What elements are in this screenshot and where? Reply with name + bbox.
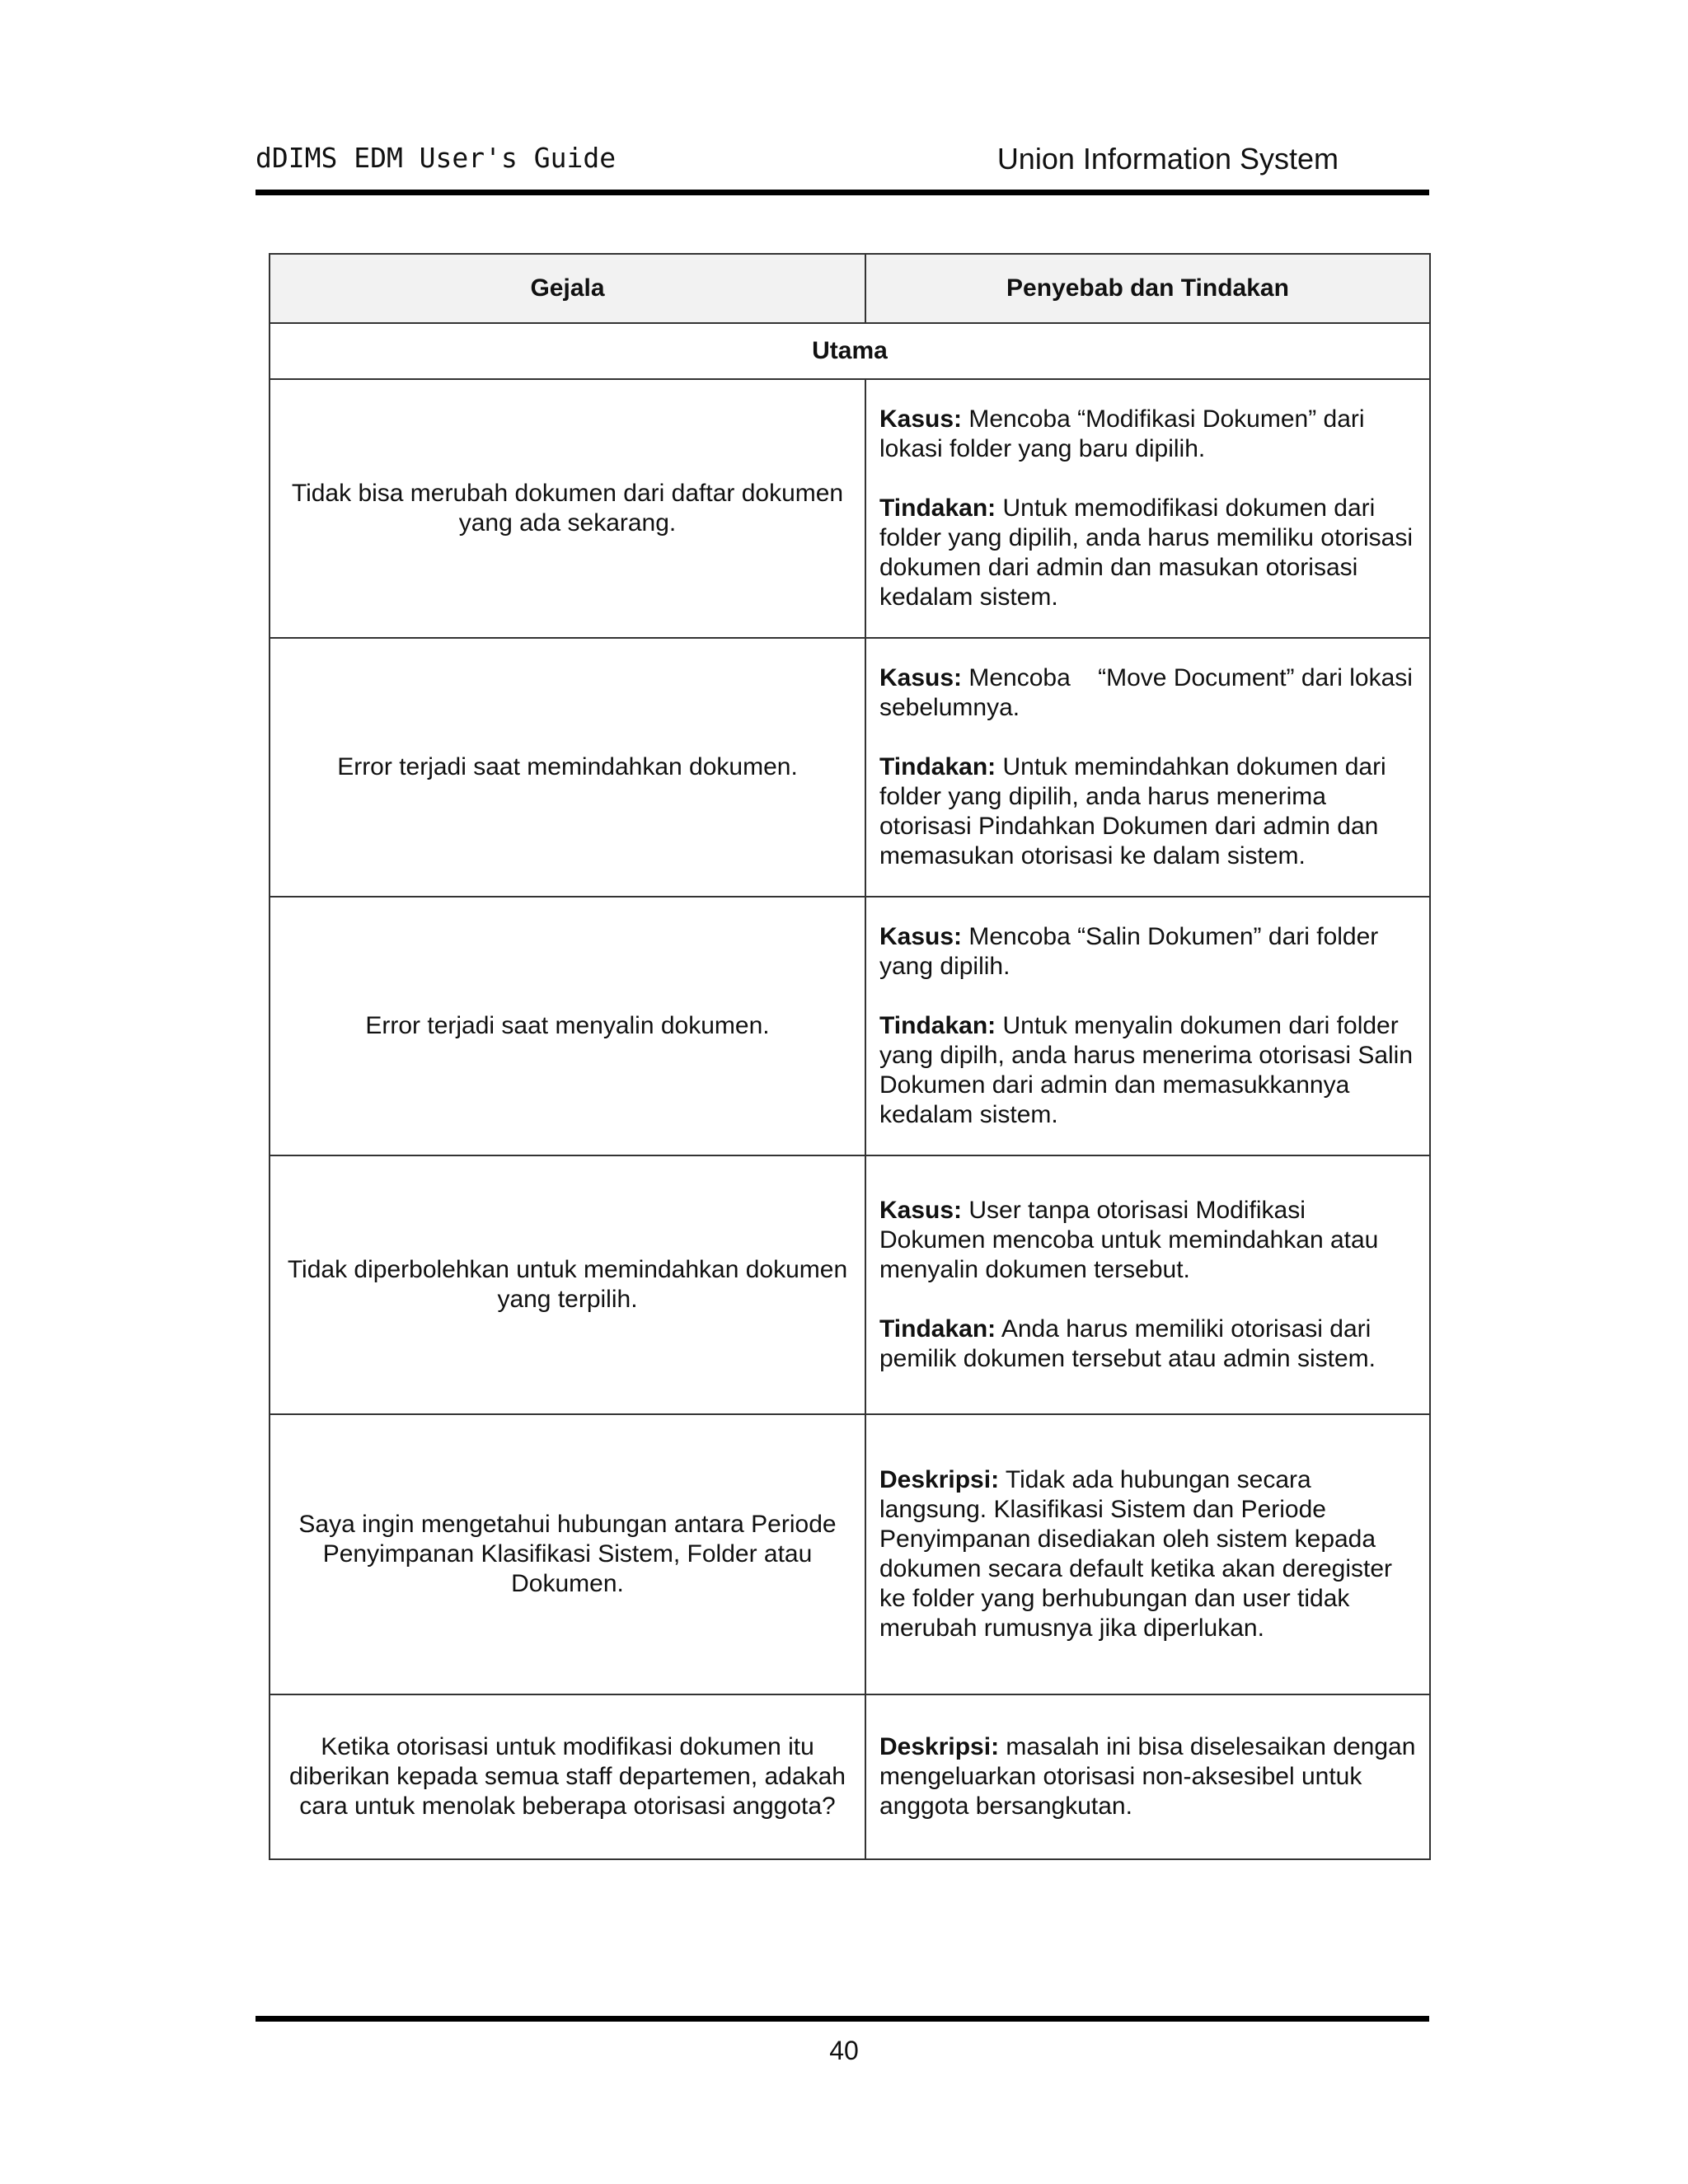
table-row [270, 897, 1430, 1155]
description-paragraph [879, 1732, 1418, 1821]
case-text: Mencoba “Modifikasi Dokumen” dari lokasi folder yang baru dipilih. [879, 405, 1365, 462]
action-text: Untuk memindahkan dokumen dari folder yang dipilih, anda harus menerima otorisasi Pindahkan Dokumen dari admin dan memasukan otorisasi ke dalam sistem. [879, 753, 1386, 869]
case-label: Kasus: [879, 923, 963, 950]
case-text: User tanpa otorisasi Modifikasi Dokumen mencoba untuk memindahkan atau menyalin dokumen tersebut. [879, 1197, 1379, 1283]
case-label: Kasus: [879, 1197, 963, 1224]
description-label: Deskripsi: [879, 1733, 1000, 1760]
symptom-cell: Error terjadi saat menyalin dokumen. [270, 897, 865, 1155]
action-label: Tindakan: [879, 753, 996, 780]
action-text: Untuk memodifikasi dokumen dari folder yang dipilih, anda harus memiliku otorisasi dokumen dari admin dan masukan otorisasi kedalam sistem. [879, 494, 1413, 611]
table-row [270, 1414, 1430, 1694]
header-rule [256, 190, 1429, 195]
page-header [256, 142, 1429, 191]
case-label: Kasus: [879, 664, 963, 691]
action-paragraph [879, 1315, 1418, 1374]
document-title: dDIMS EDM User's Guide [256, 142, 617, 174]
troubleshooting-table [269, 253, 1431, 1860]
footer-rule [256, 2016, 1429, 2022]
action-text: Anda harus memiliki otorisasi dari pemilik dokumen tersebut atau admin sistem. [879, 1315, 1376, 1372]
action-paragraph [879, 1011, 1418, 1130]
case-paragraph [879, 663, 1418, 723]
table-row [270, 379, 1430, 638]
case-text: Mencoba “Salin Dokumen” dari folder yang dipilih. [879, 923, 1379, 980]
cause-action-cell [865, 379, 1430, 638]
table-header-row [270, 254, 1430, 323]
symptom-cell: Tidak bisa merubah dokumen dari daftar dokumen yang ada sekarang. [270, 379, 865, 638]
case-text: Mencoba “Move Document” dari lokasi sebelumnya. [879, 664, 1420, 721]
case-paragraph [879, 1196, 1418, 1285]
table-row [270, 1155, 1430, 1414]
column-header-cause-action: Penyebab dan Tindakan [865, 254, 1430, 323]
section-row [270, 323, 1430, 379]
company-name: Union Information System [996, 142, 1339, 176]
cause-action-cell [865, 897, 1430, 1155]
section-title: Utama [270, 323, 1430, 379]
description-paragraph [879, 1465, 1418, 1643]
action-paragraph [879, 494, 1418, 612]
action-label: Tindakan: [879, 1315, 996, 1343]
table-row [270, 1694, 1430, 1859]
description-text: Tidak ada hubungan secara langsung. Klasifikasi Sistem dan Periode Penyimpanan disediakan oleh sistem kepada dokumen secara default ketika akan deregister ke folder yang berhubungan dan user tidak merubah rumusnya jika diperlukan. [879, 1466, 1393, 1642]
page-number: 40 [829, 2036, 859, 2065]
case-paragraph [879, 405, 1418, 464]
cause-action-cell [865, 1694, 1430, 1859]
cause-action-cell [865, 638, 1430, 897]
symptom-cell: Error terjadi saat memindahkan dokumen. [270, 638, 865, 897]
action-paragraph [879, 752, 1418, 871]
action-label: Tindakan: [879, 494, 996, 522]
column-header-symptom: Gejala [270, 254, 865, 323]
description-text: masalah ini bisa diselesaikan dengan mengeluarkan otorisasi non-aksesibel untuk anggota bersangkutan. [879, 1733, 1416, 1820]
symptom-cell: Ketika otorisasi untuk modifikasi dokumen itu diberikan kepada semua staff departemen, adakah cara untuk menolak beberapa otorisasi anggota? [270, 1694, 865, 1859]
table-row [270, 638, 1430, 897]
action-label: Tindakan: [879, 1012, 996, 1039]
symptom-cell: Tidak diperbolehkan untuk memindahkan dokumen yang terpilih. [270, 1155, 865, 1414]
case-paragraph [879, 922, 1418, 982]
case-label: Kasus: [879, 405, 963, 433]
cause-action-cell [865, 1414, 1430, 1694]
cause-action-cell [865, 1155, 1430, 1414]
description-label: Deskripsi: [879, 1466, 1000, 1493]
symptom-cell: Saya ingin mengetahui hubungan antara Periode Penyimpanan Klasifikasi Sistem, Folder atau Dokumen. [270, 1414, 865, 1694]
action-text: Untuk menyalin dokumen dari folder yang dipilh, anda harus menerima otorisasi Salin Dokumen dari admin dan memasukkannya kedalam sistem. [879, 1012, 1414, 1128]
